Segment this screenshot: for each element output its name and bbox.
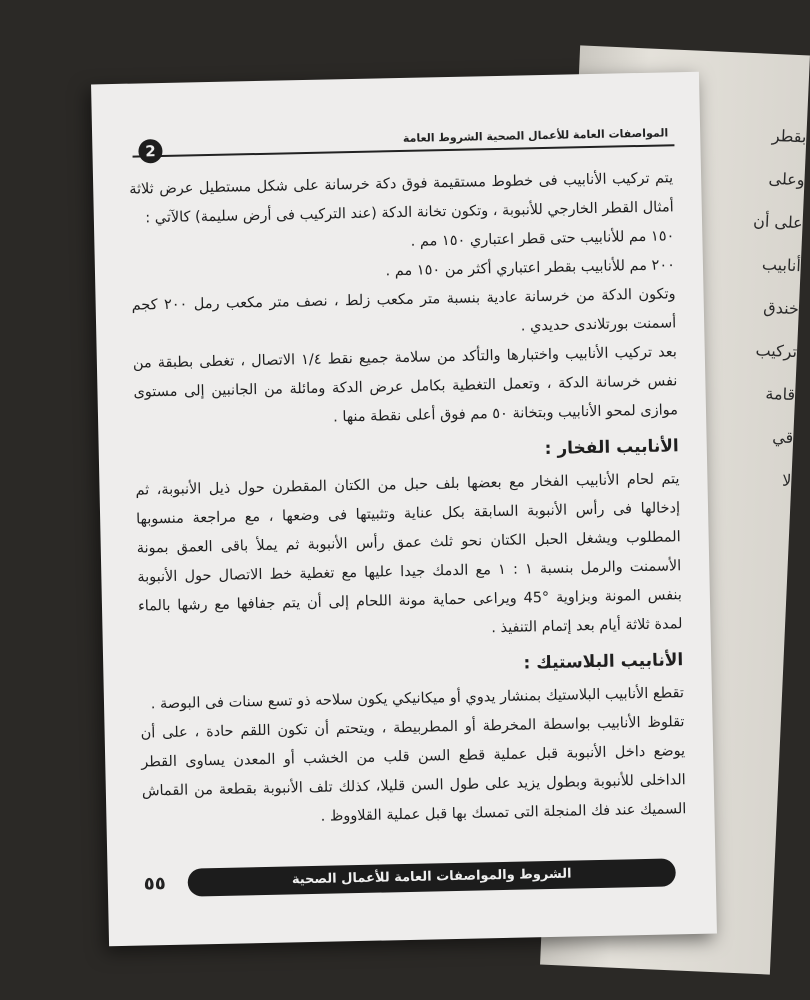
footer-banner: الشروط والمواصفات العامة للأعمال الصحية [187,858,675,896]
next-page-text [721,112,808,502]
running-header [132,116,675,167]
next-page-word: على أن [752,211,804,233]
paragraph-item-150: ١٥٠ مم للأنابيب حتى قطر اعتباري ١٥٠ مم . [410,228,675,250]
book-page [91,72,717,947]
paragraph-clay-pipes: يتم لحام الأنابيب الفخار مع بعضها بلف حبل من الكتان المقطرن حول ذيل الأنبوبة، ثم إدخالها فى رأس الأنبوبة السابقة بكل عناية وتثبيتها فى وضعها ، مع مراجعة منسوبها المطلوب ويشغل الحبل الكتان نحو ثلث عمق رأس الأنبوبة ثم يملأ باقى العمق بمونة الأسمنت والرمل بنسبة ١ : ١ مع الدمك جيدا عليها مع تغطية خط الاتصال حول الأنبوبة بنفس المونة وبزاوية °45 ويراعى حماية مونة اللحام إلى أن يتم جفافها مع رشها بالماء لمدة ثلاثة أيام بعد إتمام التنفيذ . [135,471,683,637]
next-page-word: أنابيب [761,254,802,276]
next-page-word: قامة [765,383,796,405]
next-page-word: قي [771,427,794,448]
paragraph-plastic-cutting: تقطع الأنابيب البلاستيك بمنشار يدوي أو ميكانيكي يكون سلاحه ذو تسع سنات فى البوصة . [150,685,685,713]
next-page-word: خندق [762,297,800,319]
paragraph-intro: يتم تركيب الأنابيب فى خطوط مستقيمة فوق دكة خرسانة على شكل مستطيل عرض ثلاثة أمثال القطر الخارجي للأنبوبة ، وتكون تخانة الدكة (عند التركيب فى أرض سليمة) كالآتي : [129,170,674,227]
header-title: المواصفات العامة للأعمال الصحية الشروط العامة [402,126,669,145]
next-page-word: وعلى [768,168,805,190]
next-page-word: تركيب [755,340,798,362]
heading-plastic-pipes: الأنابيب البلاستيك : [523,650,684,674]
next-page-word: لا [781,470,792,491]
paragraph-item-200: ٢٠٠ مم للأنابيب بقطر اعتباري أكثر من ١٥٠ مم . [385,257,676,280]
paragraph-covering: بعد تركيب الأنابيب واختبارها والتأكد من سلامة جميع نقط ١/٤ الاتصال ، تغطى بطبقة من نفس خرسانة الدكة ، وتعمل التغطية بكامل عرض الدكة ومائلة من الجانبين إلى مستوى موازى لمحو الأنابيب وبتخانة ٥٠ مم فوق أعلى نقطة منها . [132,344,679,426]
header-rule [133,144,675,157]
paragraph-plastic-threading: تقلوظ الأنابيب بواسطة المخرطة أو المطربيطة ، ويتحتم أن تكون اللقم حادة ، على أن يوضع داخل الأنبوبة قبل عملية قطع السن قلب من الخشب أو المعدن يساوى القطر الداخلى للأنبوبة وبطول يزيد على طول السن قليلا، كذلك تلف الأنبوبة بقطعة من القماش السميك عند فك المنجلة التى تمسك بها قبل عملية القلاووظ . [140,714,687,825]
next-page-word: بقطر [771,125,807,147]
heading-clay-pipes: الأنابيب الفخار : [544,436,679,460]
chapter-badge: 2 [138,139,162,163]
page-body [129,164,687,835]
page-number: ٥٥ [143,873,166,895]
paragraph-concrete: وتكون الدكة من خرسانة عادية بنسبة متر مكعب زلط ، نصف متر مكعب رمل ٢٠٠ كجم أسمنت بورتلاندى حديدي . [131,286,677,335]
